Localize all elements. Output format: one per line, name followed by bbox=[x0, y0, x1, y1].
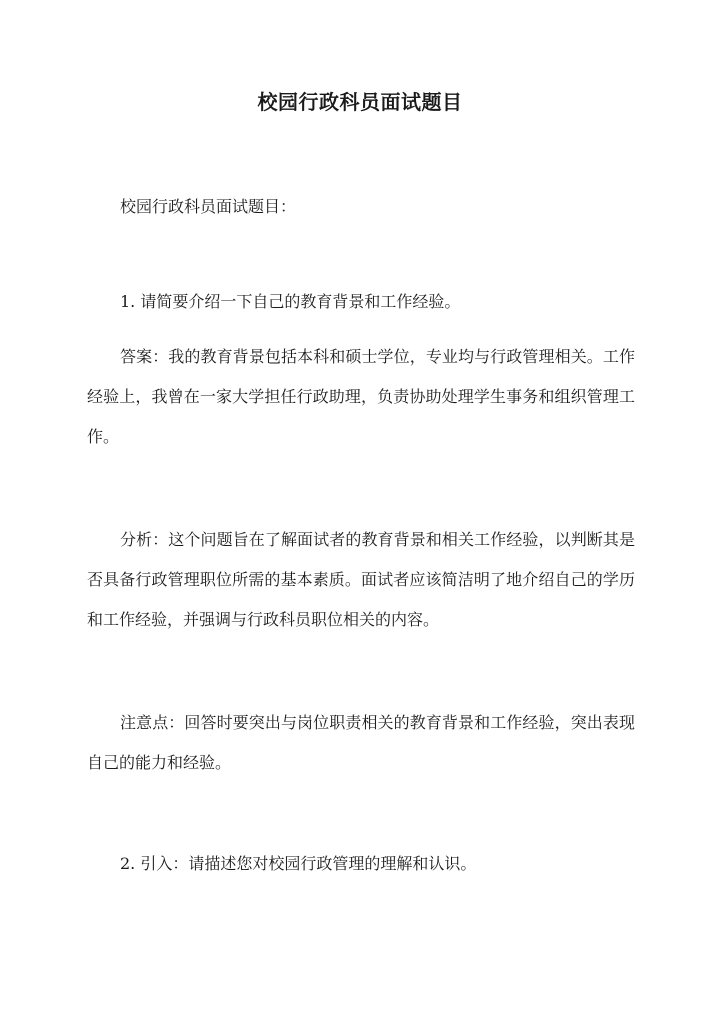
intro-paragraph: 校园行政科员面试题目： bbox=[120, 197, 297, 216]
document-title: 校园行政科员面试题目 bbox=[257, 90, 463, 114]
answer-1: 答案：我的教育背景包括本科和硕士学位，专业均与行政管理相关。工作经验上，我曾在一家大学担任行政助理，负责协助处理学生事务和组织管理工作。 bbox=[87, 347, 635, 446]
analysis-1: 分析：这个问题旨在了解面试者的教育背景和相关工作经验，以判断其是否具备行政管理职位所需的基本素质。面试者应该简洁明了地介绍自己的学历和工作经验，并强调与行政科员职位相关的内容。 bbox=[87, 530, 635, 629]
note-1: 注意点：回答时要突出与岗位职责相关的教育背景和工作经验，突出表现自己的能力和经验。 bbox=[87, 713, 635, 772]
question-1: 1. 请简要介绍一下自己的教育背景和工作经验。 bbox=[120, 292, 461, 311]
question-2: 2. 引入：请描述您对校园行政管理的理解和认识。 bbox=[120, 854, 477, 873]
